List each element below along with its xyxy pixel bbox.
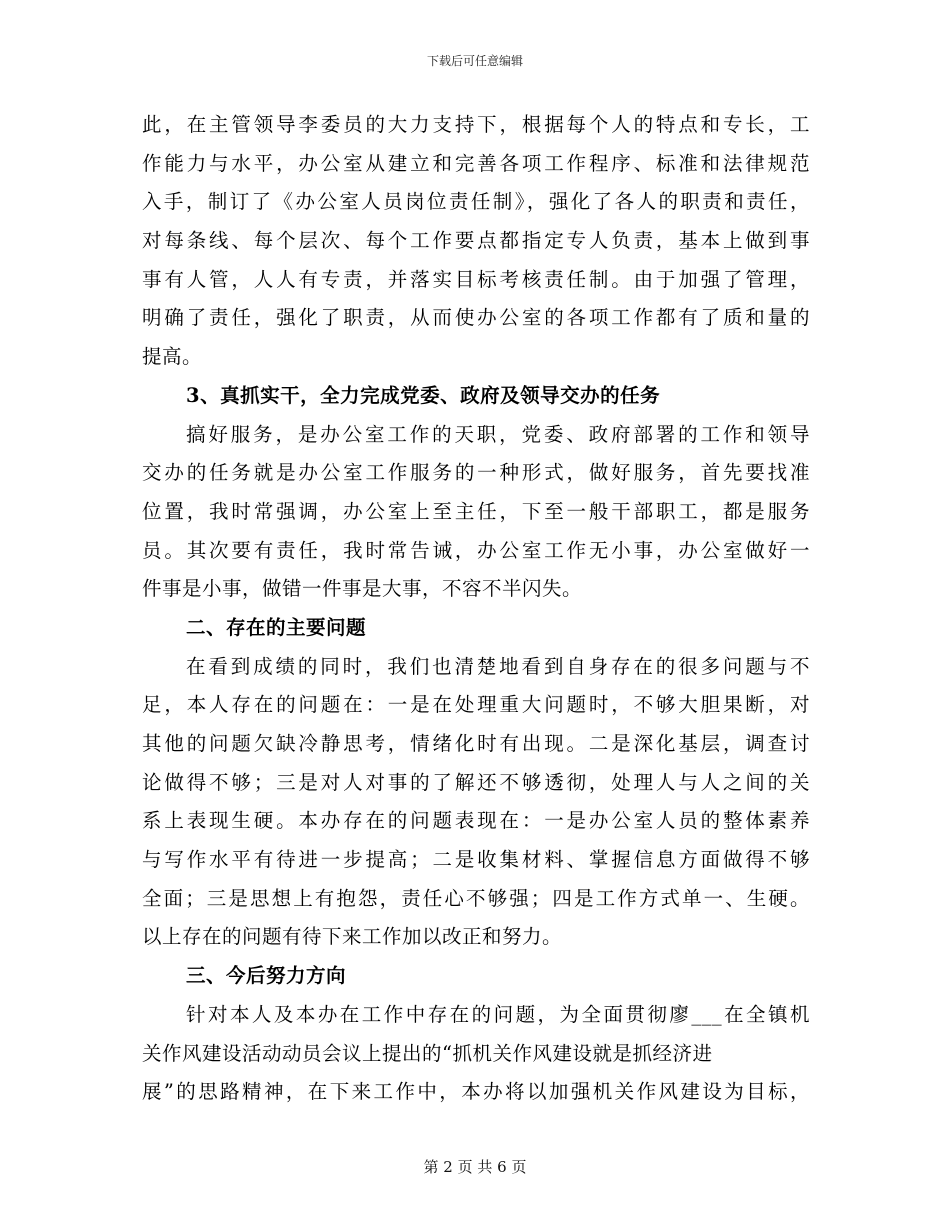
text-line: 全面；三是思想上有抱怨，责任心不够强；四是工作方式单一、生硬。 — [142, 886, 810, 910]
text-line: 系上表现生硬。本办存在的问题表现在：一是办公室人员的整体素养 — [142, 809, 810, 833]
text-line: 搞好服务，是办公室工作的天职，党委、政府部署的工作和领导 — [186, 422, 810, 446]
text-line: 件事是小事，做错一件事是大事，不容不半闪失。 — [142, 577, 583, 601]
text-line: 事有人管，人人有专责，并落实目标考核责任制。由于加强了管理， — [142, 267, 810, 291]
page-number: 第 2 页 共 6 页 — [423, 1158, 527, 1176]
page-header-note: 下载后可任意编辑 — [426, 54, 523, 68]
text-line: 入手，制订了《办公室人员岗位责任制》，强化了各人的职责和责任， — [142, 190, 810, 214]
text-line: 与写作水平有待进一步提高；二是收集材料、掌握信息方面做得不够 — [142, 848, 810, 872]
text-line: 员。其次要有责任，我时常告诫，办公室工作无小事，办公室做好一 — [142, 538, 810, 562]
section-heading: 三、今后努力方向 — [186, 964, 347, 988]
section-heading: 二、存在的主要问题 — [186, 615, 367, 639]
text-line: 明确了责任，强化了职责，从而使办公室的各项工作都有了质和量的 — [142, 306, 810, 330]
text-line: 对每条线、每个层次、每个工作要点都指定专人负责，基本上做到事 — [142, 229, 810, 253]
text-line: 在看到成绩的同时，我们也清楚地看到自身存在的很多问题与不 — [186, 654, 810, 678]
document-body — [142, 106, 810, 1112]
text-line: 位置，我时常强调，办公室上至主任，下至一般干部职工，都是服务 — [142, 499, 810, 523]
text-line: 交办的任务就是办公室工作服务的一种形式，做好服务，首先要找准 — [142, 461, 810, 485]
text-line: 足，本人存在的问题在：一是在处理重大问题时，不够大胆果断，对 — [142, 693, 810, 717]
text-line: 论做得不够；三是对人对事的了解还不够透彻，处理人与人之间的关 — [142, 770, 810, 794]
text-line: 其他的问题欠缺冷静思考，情绪化时有出现。二是深化基层，调查讨 — [142, 732, 810, 755]
text-line: 关作风建设活动动员会议上提出的“抓机关作风建设就是抓经济进 — [142, 1041, 713, 1065]
text-line: 此，在主管领导李委员的大力支持下，根据每个人的特点和专长，工 — [142, 113, 810, 136]
text-line: 针对本人及本办在工作中存在的问题，为全面贯彻廖___在全镇机 — [186, 1002, 810, 1026]
text-line: 作能力与水平，办公室从建立和完善各项工作程序、标准和法律规范 — [142, 151, 810, 175]
section-heading: 3、真抓实干，全力完成党委、政府及领导交办的任务 — [186, 383, 661, 407]
text-line: 提高。 — [142, 345, 203, 369]
text-line: 展”的思路精神，在下来工作中，本办将以加强机关作风建设为目标， — [142, 1080, 810, 1104]
text-line: 以上存在的问题有待下来工作加以改正和努力。 — [142, 925, 563, 949]
